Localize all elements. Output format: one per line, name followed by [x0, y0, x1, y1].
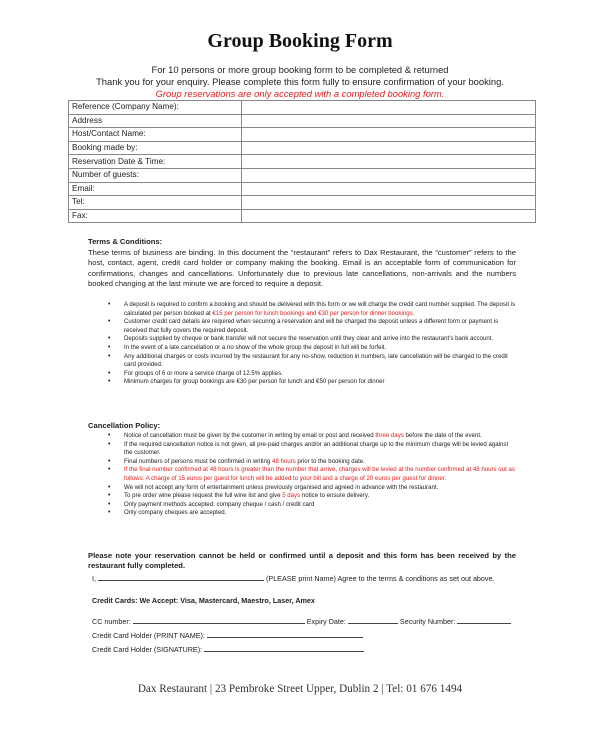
- field-value[interactable]: [242, 196, 536, 210]
- field-value[interactable]: [242, 101, 536, 115]
- field-value[interactable]: [242, 182, 536, 196]
- cancellation-heading: Cancellation Policy:: [88, 421, 161, 430]
- agree-text: (PLEASE print Name) Agree to the terms & conditions as set out above.: [266, 574, 495, 583]
- deposit-notice: Please note your reservation cannot be held or confirmed until a deposit and this form has been received by the restaurant fully completed.: [88, 551, 516, 571]
- field-value[interactable]: [242, 168, 536, 182]
- bullet-item: [108, 344, 518, 353]
- bullet-text: Any additional charges or costs incurred by the restaurant for any no-show, reduction in numbers, late cancellation will be charged to the credit card provided.: [124, 352, 508, 369]
- bullet-item: [108, 441, 518, 458]
- holder-print-label: Credit Card Holder (PRINT NAME):: [92, 631, 205, 640]
- bullet-item: [108, 509, 518, 518]
- holder-print-row: [92, 630, 363, 640]
- footer-address: Dax Restaurant | 23 Pembroke Street Upper, Dublin 2 | Tel: 01 676 1494: [137, 683, 463, 695]
- field-row: [69, 141, 536, 155]
- bullet-highlight: 48 hours: [272, 457, 296, 465]
- cc-number-field[interactable]: [133, 616, 305, 624]
- field-row: [69, 101, 536, 115]
- page-title: Group Booking Form: [207, 30, 393, 52]
- field-label: Reservation Date & Time:: [69, 155, 242, 169]
- subtitle-group-size: For 10 persons or more group booking form to be completed & returned: [151, 64, 449, 75]
- bullet-text: A deposit is required to confirm a booking and should be delivered with this form or we will charge the credit card number supplied. The deposit is calculated per person booked at: [124, 301, 516, 317]
- booking-details-table: [68, 100, 536, 223]
- security-field[interactable]: [457, 616, 511, 624]
- field-row: [69, 209, 536, 223]
- bullet-item: [108, 335, 518, 344]
- bullet-highlight: If the final number confirmed at 48 hours is greater than the number that arrive, charges will be levied at the number confirmed at 48 hours out as follows: A charge of 15 euros per guest for lunch will be added to your bill and a charge of 20 euros per guest for dinner.: [124, 466, 515, 482]
- bullet-text: We will not accept any form of entertainment unless previously organised and agreed in advance with the restaurant.: [124, 483, 439, 491]
- field-label: Number of guests:: [69, 168, 242, 182]
- field-row: [69, 182, 536, 196]
- bullet-text: Only payment methods accepted: company cheque / cash / credit card: [124, 500, 315, 508]
- agree-line: [92, 573, 495, 583]
- bullet-text: Only company cheques are accepted.: [124, 509, 227, 517]
- bullet-text: Final numbers of persons must be confirmed in writing: [124, 457, 273, 465]
- field-value[interactable]: [242, 209, 536, 223]
- field-row: [69, 196, 536, 210]
- bullet-item: [108, 458, 518, 467]
- field-row: [69, 128, 536, 142]
- bullet-highlight: €15 per person for lunch bookings and €30 per person for dinner bookings.: [212, 309, 415, 317]
- print-name-field[interactable]: [98, 573, 264, 581]
- bullet-highlight: 5 days: [282, 492, 301, 500]
- field-label: Address: [69, 114, 242, 128]
- bullet-text: Notice of cancellation must be given by the customer in writing by email or post and received: [124, 432, 376, 439]
- bullet-item: [108, 378, 518, 387]
- field-label: Booking made by:: [69, 141, 242, 155]
- field-value[interactable]: [242, 155, 536, 169]
- cancellation-list: [108, 432, 518, 518]
- bullet-item: [108, 484, 518, 493]
- field-value[interactable]: [242, 128, 536, 142]
- holder-signature-label: Credit Card Holder (SIGNATURE):: [92, 645, 203, 654]
- bullet-item: [108, 492, 518, 501]
- bullet-text: Minimum charges for group bookings are €30 per person for lunch and €50 per person for dinner: [124, 378, 385, 386]
- bullet-text: before the date of the event.: [403, 432, 482, 439]
- bullet-text: In the event of a late cancellation or a no show of the whole group the deposit in full will be forfeit.: [124, 343, 387, 351]
- bullet-text: To pre order wine please request the full wine list and give: [124, 492, 283, 500]
- field-row: [69, 114, 536, 128]
- bullet-item: [108, 501, 518, 510]
- bullet-item: [108, 370, 518, 379]
- terms-heading: Terms & Conditions:: [88, 237, 163, 246]
- bullet-text: Deposits supplied by cheque or bank transfer will not secure the reservation until they clear and arrive into the restaurant’s bank account.: [124, 335, 494, 343]
- holder-signature-row: [92, 644, 364, 654]
- subtitle-thank-you: Thank you for your enquiry. Please complete this form fully to ensure confirmation of your booking.: [96, 76, 504, 87]
- field-row: [69, 155, 536, 169]
- terms-list: [108, 301, 518, 387]
- field-label: Fax:: [69, 209, 242, 223]
- cc-details-row: [92, 616, 511, 626]
- bullet-item: [108, 318, 518, 335]
- field-label: Tel:: [69, 196, 242, 210]
- expiry-field[interactable]: [348, 616, 398, 624]
- cc-number-label: CC number:: [92, 617, 131, 626]
- agree-prefix: I,: [92, 574, 96, 583]
- subtitle-warning: Group reservations are only accepted with a completed booking form.: [155, 88, 445, 99]
- holder-signature-field[interactable]: [204, 644, 364, 652]
- bullet-text: prior to the booking date.: [295, 457, 365, 465]
- terms-paragraph: These terms of business are binding. In this document the “restaurant” refers to Dax Restaurant, the “customer” refers to the host, contact, agent, credit card holder or company making the booking. Email is an acceptable form of communication for confirmations, changes and cancellations. Unfortunately due to previous late cancellations, non-arrivals and the numbers booked changing at the last minute we are forced to require a deposit.: [88, 248, 516, 288]
- bullet-text: For groups of 6 or more a service charge of 12.5% applies.: [124, 369, 283, 377]
- field-label: Email:: [69, 182, 242, 196]
- bullet-item: [108, 301, 518, 318]
- bullet-item: [108, 353, 518, 370]
- bullet-text: notice to ensure delivery.: [300, 492, 370, 500]
- bullet-text: If the required cancellation notice is not given, all pre-paid charges and/or an additional charge up to the minimum charge will be levied against the customer.: [124, 440, 509, 457]
- expiry-label: Expiry Date:: [306, 617, 346, 626]
- bullet-item: [108, 432, 518, 441]
- bullet-item: [108, 466, 518, 483]
- security-label: Security Number:: [399, 617, 456, 626]
- bullet-text: Customer credit card details are required when securing a reservation and will be charged the deposit unless a different form or payment is received that fully covers the required deposit.: [124, 318, 499, 334]
- field-value[interactable]: [242, 114, 536, 128]
- field-label: Host/Contact Name:: [69, 128, 242, 142]
- field-value[interactable]: [242, 141, 536, 155]
- field-row: [69, 168, 536, 182]
- bullet-highlight: three days: [375, 432, 404, 439]
- holder-print-field[interactable]: [207, 630, 363, 638]
- credit-cards-accepted: Credit Cards: We Accept: Visa, Mastercard, Maestro, Laser, Amex: [92, 596, 315, 605]
- field-label: Reference (Company Name):: [69, 101, 242, 115]
